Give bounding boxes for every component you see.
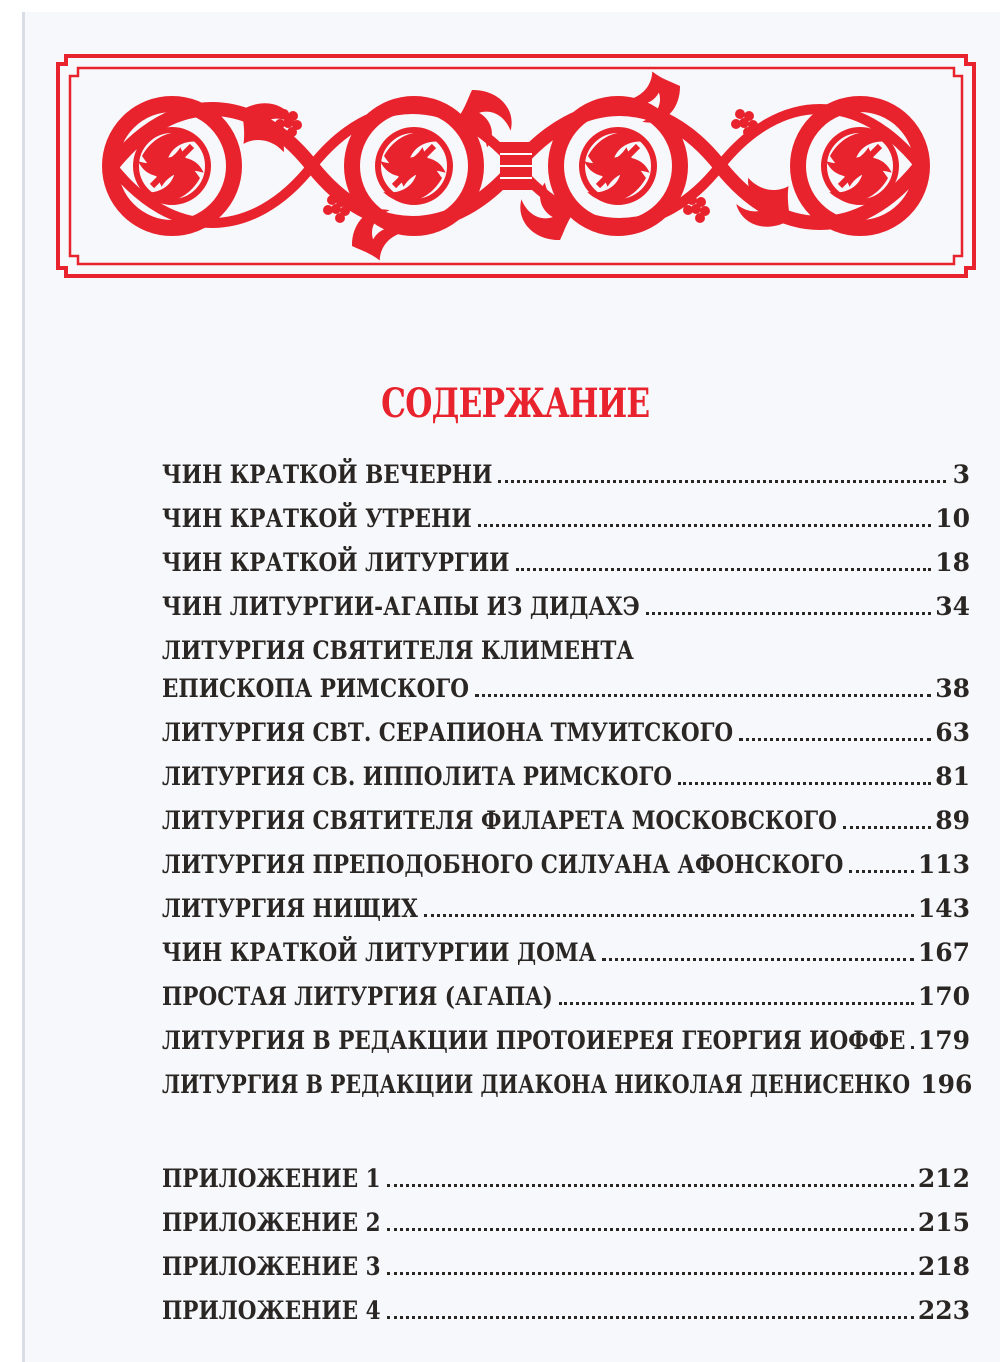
toc-entry[interactable] xyxy=(162,762,970,792)
dot-leader xyxy=(739,738,931,741)
page-title: СОДЕРЖАНИЕ xyxy=(381,380,650,427)
section-gap xyxy=(162,1114,970,1164)
dot-leader xyxy=(559,1002,914,1005)
toc-entry-title: ЛИТУРГИЯ В РЕДАКЦИИ ПРОТОИЕРЕЯ ГЕОРГИЯ ИОФФЕ xyxy=(162,1026,906,1055)
toc-entry-page: 81 xyxy=(935,762,970,791)
toc-entry-page: 18 xyxy=(935,548,970,577)
dot-leader xyxy=(387,1184,914,1187)
toc-entry[interactable] xyxy=(162,982,970,1012)
toc-entry-title: ПРОСТАЯ ЛИТУРГИЯ (АГАПА) xyxy=(162,982,553,1011)
toc-entry[interactable] xyxy=(162,1070,973,1100)
appendix-title: ПРИЛОЖЕНИЕ 4 xyxy=(162,1296,381,1325)
appendix-title: ПРИЛОЖЕНИЕ 3 xyxy=(162,1252,381,1281)
appendix-page: 215 xyxy=(917,1208,970,1237)
toc-entry[interactable] xyxy=(162,548,970,578)
toc-entry[interactable] xyxy=(162,504,970,534)
dot-leader xyxy=(478,524,931,527)
toc-entry-page: 3 xyxy=(952,460,970,489)
appendix-entry[interactable] xyxy=(162,1208,970,1238)
toc-entry-title: ЛИТУРГИЯ СВТ. СЕРАПИОНА ТМУИТСКОГО xyxy=(162,718,734,747)
toc-entry-title: ЛИТУРГИЯ СВЯТИТЕЛЯ ФИЛАРЕТА МОСКОВСКОГО xyxy=(162,806,837,835)
dot-leader xyxy=(475,694,931,697)
appendix-page: 218 xyxy=(917,1252,970,1281)
dot-leader xyxy=(849,870,913,873)
toc-entry-title: ЧИН КРАТКОЙ ЛИТУРГИИ ДОМА xyxy=(162,938,597,967)
toc-entry-title: ЧИН КРАТКОЙ ЛИТУРГИИ xyxy=(162,548,510,577)
toc-entry-page: 34 xyxy=(935,592,970,621)
toc-entry[interactable] xyxy=(162,894,970,924)
toc-entry[interactable] xyxy=(162,592,970,622)
dot-leader xyxy=(498,480,946,483)
appendix-title: ПРИЛОЖЕНИЕ 2 xyxy=(162,1208,381,1237)
toc-entry[interactable] xyxy=(162,460,970,490)
toc-entry-page: 38 xyxy=(935,674,970,703)
dot-leader xyxy=(424,914,914,917)
dot-leader xyxy=(602,958,914,961)
toc-entry[interactable] xyxy=(162,806,970,836)
toc-entry-title: ЛИТУРГИЯ СВ. ИППОЛИТА РИМСКОГО xyxy=(162,762,673,791)
toc-entry[interactable] xyxy=(162,850,970,880)
toc-entry-title: ЛИТУРГИЯ ПРЕПОДОБНОГО СИЛУАНА АФОНСКОГО xyxy=(162,850,844,879)
appendix-entry[interactable] xyxy=(162,1296,970,1326)
page-edge xyxy=(22,12,25,1362)
table-of-contents xyxy=(162,460,973,1340)
toc-entry-page: 170 xyxy=(917,982,970,1011)
toc-entry-page: 63 xyxy=(935,718,970,747)
toc-entry[interactable] xyxy=(162,1026,970,1056)
dot-leader xyxy=(387,1316,914,1319)
toc-entry-page: 167 xyxy=(917,938,970,967)
toc-entry[interactable] xyxy=(162,636,970,704)
toc-entry-title: ЛИТУРГИЯ В РЕДАКЦИИ ДИАКОНА НИКОЛАЯ ДЕНИСЕНКО xyxy=(162,1070,911,1099)
toc-entry-page: 10 xyxy=(935,504,970,533)
ornamental-banner xyxy=(52,50,980,282)
toc-entry-page: 89 xyxy=(935,806,970,835)
toc-entry[interactable] xyxy=(162,938,970,968)
appendix-entry[interactable] xyxy=(162,1164,970,1194)
appendix-page: 212 xyxy=(917,1164,970,1193)
dot-leader xyxy=(678,782,931,785)
dot-leader xyxy=(911,1046,913,1049)
toc-entry-title: ЕПИСКОПА РИМСКОГО xyxy=(162,674,469,703)
appendix-page: 223 xyxy=(917,1296,970,1325)
toc-entry[interactable] xyxy=(162,718,970,748)
book-page xyxy=(22,12,1000,1362)
appendix-entry[interactable] xyxy=(162,1252,970,1282)
dot-leader xyxy=(387,1228,914,1231)
toc-entry-title: ЧИН КРАТКОЙ УТРЕНИ xyxy=(162,504,472,533)
dot-leader xyxy=(387,1272,914,1275)
dot-leader xyxy=(843,826,931,829)
toc-entry-title: ЛИТУРГИЯ НИЩИХ xyxy=(162,894,418,923)
dot-leader xyxy=(646,612,931,615)
toc-entry-page: 143 xyxy=(917,894,970,923)
toc-entry-title-line1: ЛИТУРГИЯ СВЯТИТЕЛЯ КЛИМЕНТА xyxy=(162,636,634,665)
toc-entry-title: ЧИН ЛИТУРГИИ-АГАПЫ ИЗ ДИДАХЭ xyxy=(162,592,640,621)
toc-entry-page: 113 xyxy=(917,850,970,879)
appendix-title: ПРИЛОЖЕНИЕ 1 xyxy=(162,1164,381,1193)
toc-entry-title: ЧИН КРАТКОЙ ВЕЧЕРНИ xyxy=(162,460,493,489)
dot-leader xyxy=(516,568,932,571)
toc-entry-page: 196 xyxy=(920,1070,973,1099)
toc-entry-page: 179 xyxy=(917,1026,970,1055)
